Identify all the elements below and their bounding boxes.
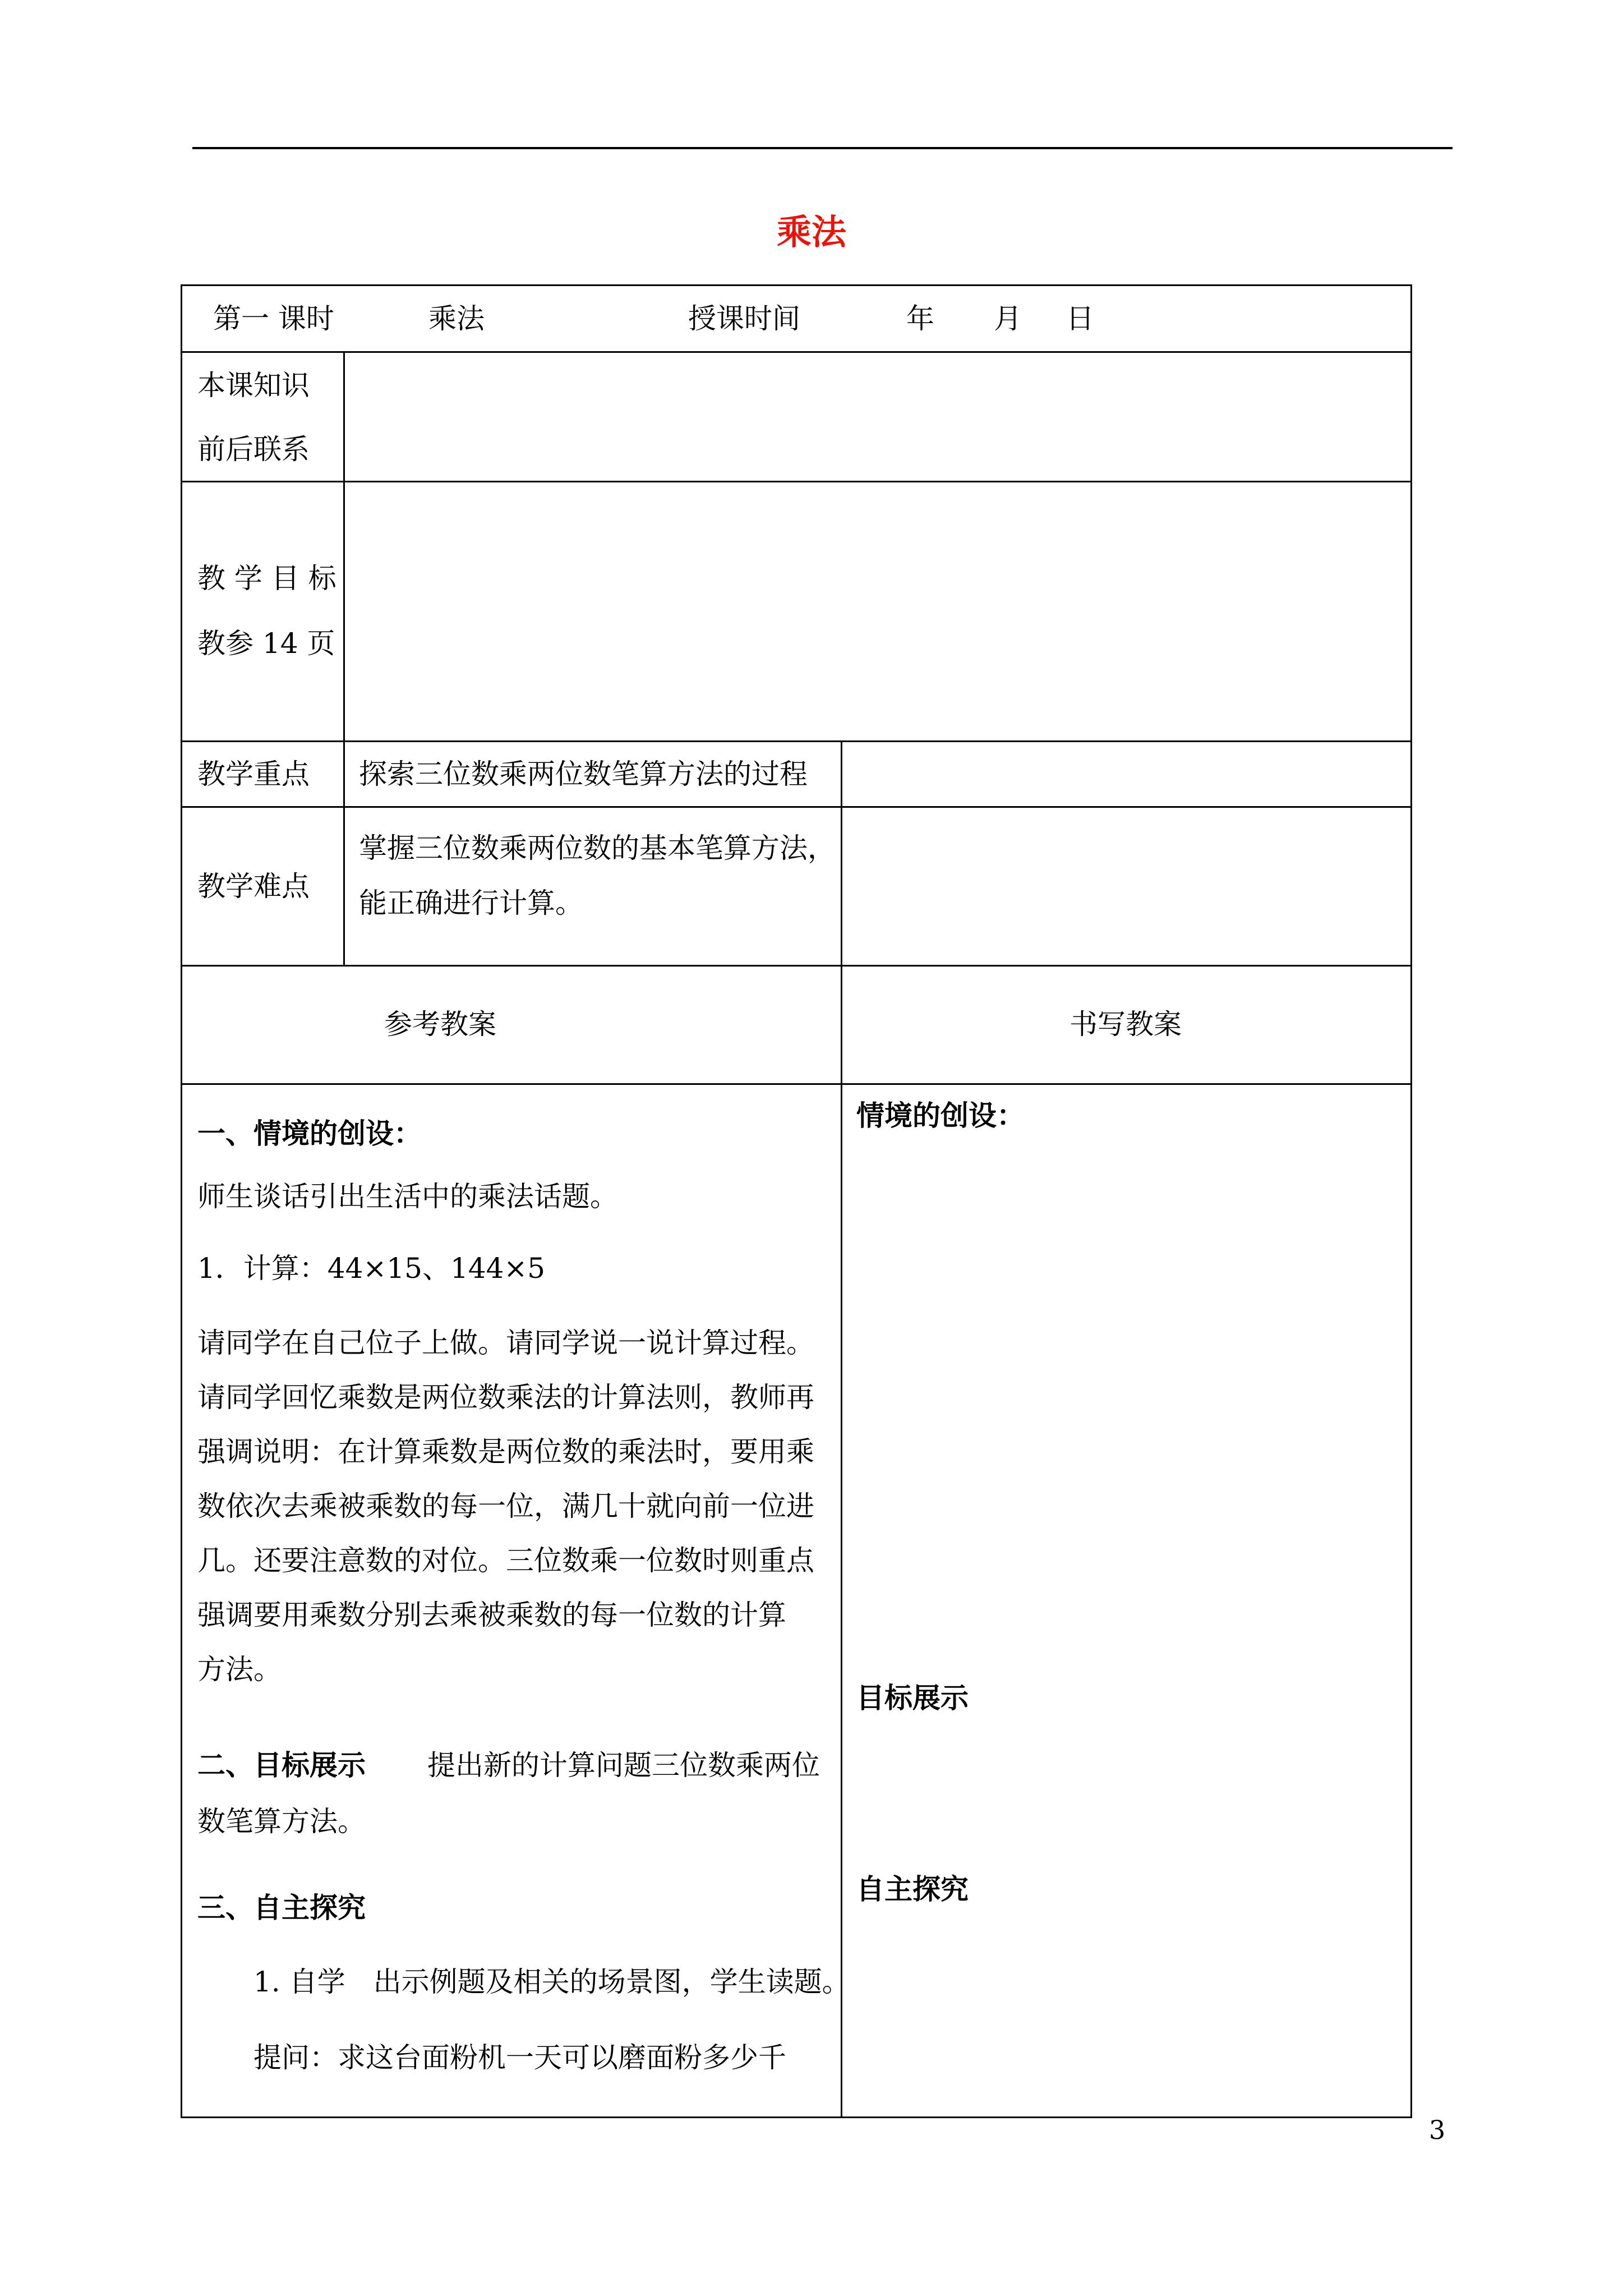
paragraph-line: 强调要用乘数分别去乘被乘数的每一位数的计算 xyxy=(197,1599,786,1631)
lesson-topic: 乘法 xyxy=(428,302,485,335)
section-1-intro: 师生谈话引出生活中的乘法话题。 xyxy=(197,1180,618,1213)
writing-plan-header: 书写教案 xyxy=(1069,1008,1182,1041)
section-1-paragraph xyxy=(197,1316,814,1697)
paragraph-line: 方法。 xyxy=(197,1653,282,1686)
year-label: 年 xyxy=(906,302,934,335)
lesson-number: 第一 课时 xyxy=(213,302,334,335)
header-rule xyxy=(192,147,1453,149)
section-2-text-line-2: 数笔算方法。 xyxy=(197,1805,366,1838)
difficulty-label: 教学难点 xyxy=(197,870,310,903)
page-title: 乘法 xyxy=(776,211,846,252)
section-2-heading: 二、目标展示 xyxy=(197,1749,366,1782)
paragraph-line: 几。还要注意数的对位。三位数乘一位数时则重点 xyxy=(197,1544,814,1577)
reference-plan-header: 参考教案 xyxy=(384,1008,496,1041)
class-time-label: 授课时间 xyxy=(688,302,800,335)
page-number: 3 xyxy=(1429,2115,1446,2145)
section-1-calculation: 1．计算：44×15、144×5 xyxy=(197,1252,546,1285)
writing-heading-goals: 目标展示 xyxy=(856,1681,969,1714)
paragraph-line: 数依次去乘被乘数的每一位，满几十就向前一位进 xyxy=(197,1490,814,1522)
knowledge-label-line-1: 本课知识 xyxy=(197,369,310,402)
difficulty-text-line-1: 掌握三位数乘两位数的基本笔算方法， xyxy=(359,832,836,864)
section-3-question: 提问：求这台面粉机一天可以磨面粉多少千 xyxy=(253,2041,786,2074)
section-3-heading: 三、自主探究 xyxy=(197,1891,366,1924)
writing-heading-scenario: 情境的创设： xyxy=(856,1099,1025,1132)
section-2-text: 提出新的计算问题三位数乘两位 xyxy=(427,1749,820,1782)
section-3-item: 1. 自学 出示例题及相关的场景图，学生读题。 xyxy=(253,1966,850,1998)
day-label: 日 xyxy=(1066,302,1094,335)
paragraph-line: 强调说明：在计算乘数是两位数的乘法时，要用乘 xyxy=(197,1435,814,1468)
paragraph-line: 请同学在自己位子上做。请同学说一说计算过程。 xyxy=(197,1327,814,1359)
paragraph-line: 请同学回忆乘数是两位数乘法的计算法则，教师再 xyxy=(197,1381,814,1414)
section-1-heading: 一、情境的创设： xyxy=(197,1117,422,1150)
writing-heading-exploration: 自主探究 xyxy=(856,1872,969,1906)
goal-label-line-1: 教 学 目 标 xyxy=(197,562,336,595)
month-label: 月 xyxy=(994,302,1022,335)
goal-label-line-2: 教参 14 页 xyxy=(197,627,335,660)
key-point-label: 教学重点 xyxy=(197,758,310,790)
difficulty-text-line-2: 能正确进行计算。 xyxy=(359,887,583,919)
knowledge-label-line-2: 前后联系 xyxy=(197,433,310,466)
key-point-text: 探索三位数乘两位数笔算方法的过程 xyxy=(359,758,808,790)
